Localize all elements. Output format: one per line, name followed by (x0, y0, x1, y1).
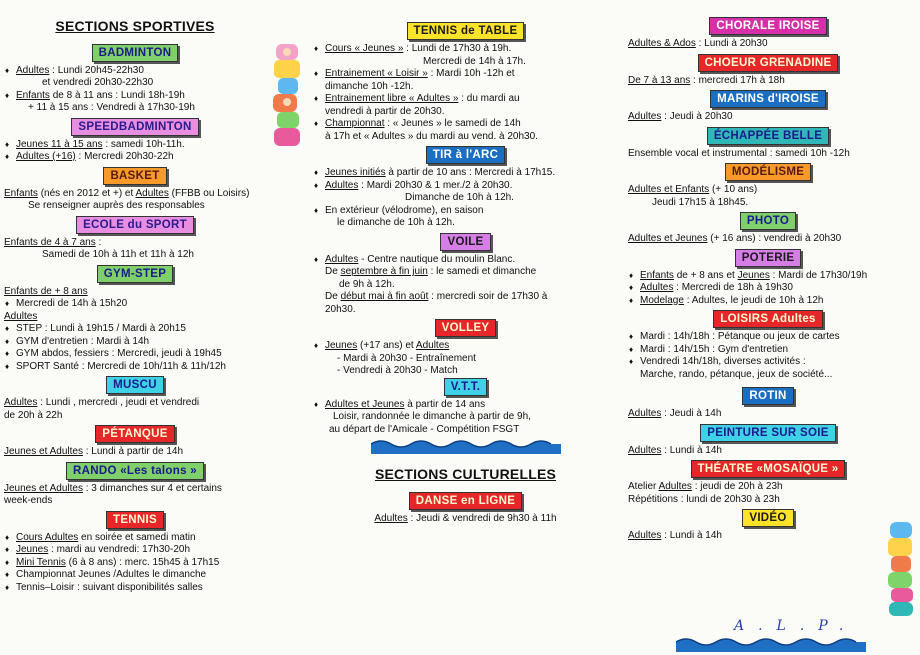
text-line: Adultes et Enfants (+ 10 ans) (628, 184, 758, 195)
text-line: De septembre à fin juin : le samedi et dimanche (325, 266, 537, 277)
text-line: ♦ Mardi : 14h/15h : Gym d'entretien (628, 344, 908, 357)
badge-photo: PHOTO (740, 212, 796, 230)
badge-gym-step: GYM-STEP (97, 265, 173, 283)
wave-decoration (313, 436, 618, 460)
text-line: ♦ Tennis–Loisir : suivant disponibilités salles (4, 582, 266, 595)
text-line: Adultes et Jeunes (+ 16 ans) : vendredi à 20h30 (628, 233, 842, 244)
text-line: ♦ Championnat Jeunes /Adultes le dimanche (4, 569, 266, 582)
badge-poterie: POTERIE (735, 249, 802, 267)
text-line: + 11 à 15 ans : Vendredi à 17h30-19h (28, 102, 195, 113)
text-line: ♦ SPORT Santé : Mercredi de 10h/11h & 11h/12h (4, 361, 266, 374)
text-line: Jeunes et Adultes : 3 dimanches sur 4 et certains (4, 482, 222, 494)
text-line: Adultes : Jeudi à 20h30 (628, 111, 733, 122)
text-line: De 7 à 13 ans : mercredi 17h à 18h (628, 74, 785, 86)
badge-modelisme: MODÉLISME (725, 163, 811, 181)
text-line: ♦ GYM abdos, fessiers : Mercredi, jeudi à 19h45 (4, 348, 266, 361)
text-line: le dimanche de 10h à 12h. (337, 217, 455, 228)
text-line: ♦ Adultes : Mercredi de 18h à 19h30 (628, 282, 908, 295)
text-line: Adultes : Jeudi & vendredi de 9h30 à 11h (374, 512, 557, 524)
badge-basket: BASKET (103, 167, 166, 185)
text-line: dimanche 10h -12h. (325, 80, 414, 92)
text-line: ♦ Adultes : Mardi 20h30 & 1 mer./2 à 20h30. (313, 180, 618, 193)
text-line: ♦ Jeunes initiés à partir de 10 ans : Mercredi à 17h15. (313, 167, 618, 180)
text-line: Mercredi de 14h à 17h. (423, 55, 526, 67)
badge-badminton: BADMINTON (92, 44, 179, 62)
text-line: à 17h et « Adultes » du mardi au vend. à 20h30. (325, 130, 538, 142)
badge-ecole-du-sport: ECOLE du SPORT (76, 216, 194, 234)
text-line: ♦ Enfants de + 8 ans et Jeunes : Mardi de 17h30/19h (628, 270, 908, 283)
text-line: ♦ Jeunes (+17 ans) et Adultes (313, 340, 618, 353)
text-line: ♦ Modelage : Adultes, le jeudi de 10h à 12h (628, 295, 908, 308)
badge-chorale-iroise: CHORALE IROISE (709, 17, 826, 35)
text-line: Atelier Adultes : jeudi de 20h à 23h (628, 481, 783, 492)
badge-vtt: V.T.T. (444, 378, 488, 396)
text-line: Enfants de 4 à 7 ans : (4, 236, 102, 248)
text-line: ♦ Entrainement « Loisir » : Mardi 10h -12h et (313, 68, 618, 81)
text-line: week-ends (4, 495, 53, 506)
text-line: Ensemble vocal et instrumental : samedi 10h -12h (628, 147, 850, 159)
text-line: Marche, rando, pétanque, jeux de société... (640, 368, 833, 380)
text-line: de 20h à 22h (4, 409, 63, 421)
text-line: ♦ Jeunes : mardi au vendredi: 17h30-20h (4, 544, 266, 557)
badge-loisirs-adultes: LOISIRS Adultes (713, 310, 822, 328)
text-line: Jeudi 17h15 à 18h45. (652, 196, 749, 208)
badge-choeur-grenadine: CHOEUR GRENADINE (698, 54, 839, 72)
badge-voile: VOILE (440, 233, 490, 251)
wave-icon (676, 634, 866, 654)
badge-marins-d-iroise: MARINS d'IROISE (710, 90, 826, 108)
alp-logo (676, 618, 866, 654)
text-line: ♦ Adultes : Lundi 20h45-22h30 (4, 65, 266, 78)
children-illustration-right (886, 520, 916, 620)
text-line: Enfants (nés en 2012 et +) et Adultes (FFBB ou Loisirs) (4, 187, 250, 199)
children-illustration (268, 40, 306, 150)
text-line: ♦ Adultes (+16) : Mercredi 20h30-22h (4, 151, 266, 164)
text-line: Adultes : Lundi , mercredi , jeudi et vendredi (4, 397, 200, 408)
badge-theatre-mosaique: THÉATRE «MOSAÏQUE » (691, 460, 846, 478)
text-line: Adultes & Ados : Lundi à 20h30 (628, 38, 768, 49)
text-line: ♦ En extérieur (vélodrome), en saison (313, 205, 618, 218)
badge-video: VIDÉO (742, 509, 793, 527)
badge-tennis: TENNIS (106, 511, 164, 529)
badge-rando: RANDO «Les talons » (66, 462, 204, 480)
text-line: ♦ Mercredi de 14h à 15h20 (4, 298, 266, 311)
column-middle (313, 0, 618, 525)
text-line: ♦ Entrainement libre « Adultes » : du mardi au (313, 93, 618, 106)
badge-muscu: MUSCU (106, 376, 164, 394)
text-line: au départ de l'Amicale - Compétition FSGT (329, 423, 520, 435)
text-line: Répétitions : lundi de 20h30 à 23h (628, 493, 780, 505)
text-line: Adultes : Jeudi à 14h (628, 408, 722, 419)
text-line: Enfants de + 8 ans (4, 285, 88, 297)
text-line: ♦ Mini Tennis (6 à 8 ans) : merc. 15h45 à 17h15 (4, 557, 266, 570)
text-line: ♦ Jeunes 11 à 15 ans : samedi 10h-11h. (4, 139, 266, 152)
alp-logo-text: A.L.P. (734, 618, 858, 634)
text-line: ♦ Cours « Jeunes » : Lundi de 17h30 à 19h. (313, 43, 618, 56)
text-line: 20h30. (325, 303, 356, 315)
text-line: Adultes : Lundi à 14h (628, 530, 722, 541)
badge-speedbadminton: SPEEDBADMINTON (71, 118, 198, 136)
text-line: De début mai à fin août : mercredi soir de 17h30 à (325, 291, 548, 302)
text-line: Samedi de 10h à 11h et 11h à 12h (42, 249, 194, 260)
section-title-culturelles: SECTIONS CULTURELLES (374, 466, 557, 482)
text-line: - Mardi à 20h30 - Entraînement (337, 352, 476, 364)
text-line: ♦ Cours Adultes en soirée et samedi matin (4, 532, 266, 545)
text-line: ♦ Adultes - Centre nautique du moulin Blanc. (313, 254, 618, 267)
text-line: ♦ Vendredi 14h/18h, diverses activités : (628, 356, 908, 369)
text-line: Adultes : Lundi à 14h (628, 444, 722, 456)
badge-volley: VOLLEY (435, 319, 497, 337)
column-culturelles (628, 0, 908, 543)
text-line: - Vendredi à 20h30 - Match (337, 365, 458, 376)
badge-rotin: ROTIN (742, 387, 793, 405)
badge-peinture-sur-soie: PEINTURE SUR SOIE (700, 424, 835, 442)
text-line: Jeunes et Adultes : Lundi à partir de 14h (4, 446, 184, 457)
text-line: de 9h à 12h. (339, 278, 395, 290)
badge-danse-en-ligne: DANSE en LIGNE (409, 492, 522, 510)
text-line: ♦ Mardi : 14h/18h : Pétanque ou jeux de cartes (628, 331, 908, 344)
column-sportives (4, 0, 266, 594)
text-line: ♦ Adultes et Jeunes à partir de 14 ans (313, 399, 618, 412)
text-line: ♦ Championnat : « Jeunes » le samedi de 14h (313, 118, 618, 131)
badge-echappee-belle: ÉCHAPPÉE BELLE (707, 127, 829, 145)
badge-tennis-de-table: TENNIS de TABLE (407, 22, 525, 40)
badge-petanque: PÉTANQUE (95, 425, 174, 443)
section-title-sportives: SECTIONS SPORTIVES (55, 18, 215, 34)
text-line: Dimanche de 10h à 12h. (405, 192, 514, 203)
text-line: et vendredi 20h30-22h30 (42, 77, 154, 88)
text-line: ♦ GYM d'entretien : Mardi à 14h (4, 336, 266, 349)
text-line: Loisir, randonnée le dimanche à partir de 9h, (333, 411, 531, 422)
text-line: ♦ STEP : Lundi à 19h15 / Mardi à 20h15 (4, 323, 266, 336)
text-line: ♦ Enfants de 8 à 11 ans : Lundi 18h-19h (4, 90, 266, 103)
badge-tir-a-l-arc: TIR à l'ARC (426, 146, 505, 164)
text-line: Se renseigner auprès des responsables (28, 200, 205, 211)
text-line: Adultes (4, 310, 38, 322)
text-line: vendredi à partir de 20h30. (325, 105, 445, 117)
